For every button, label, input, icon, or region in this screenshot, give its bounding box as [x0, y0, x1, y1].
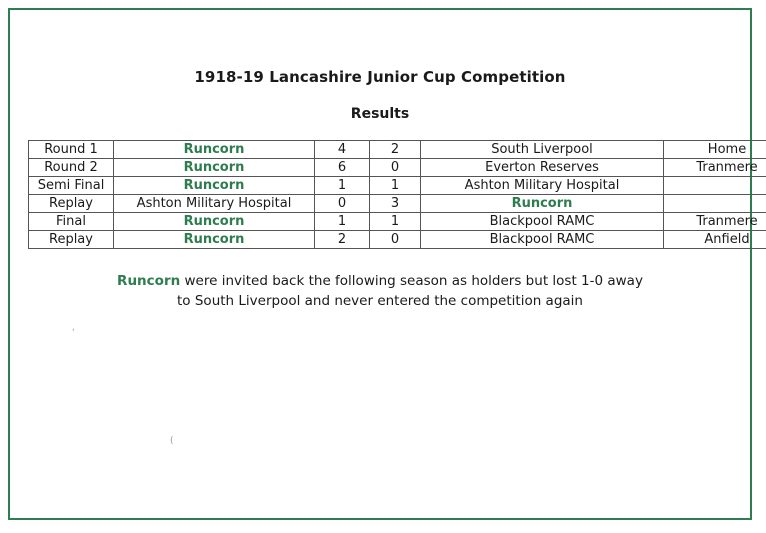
table-row — [29, 231, 766, 249]
home-team-label: Runcorn — [183, 142, 245, 157]
table-row — [29, 159, 766, 177]
document-body — [28, 28, 758, 500]
cell-score-away: 0 — [370, 159, 421, 177]
results-table — [28, 140, 766, 249]
away-team-label: Blackpool RAMC — [489, 232, 595, 247]
table-row — [29, 141, 766, 159]
cell-score-away: 2 — [370, 141, 421, 159]
away-team-label: Runcorn — [511, 196, 573, 211]
away-team-label: Everton Reserves — [485, 160, 599, 175]
cell-score-home: 1 — [315, 213, 370, 231]
cell-home-team — [114, 141, 315, 159]
cell-away-team — [421, 159, 664, 177]
results-heading: Results — [350, 106, 410, 122]
cell-score-home: 2 — [315, 231, 370, 249]
home-team-label: Runcorn — [183, 214, 245, 229]
table-row — [29, 177, 766, 195]
cell-away-team — [421, 195, 664, 213]
cell-round: Round 2 — [29, 159, 114, 177]
cell-score-away: 1 — [370, 177, 421, 195]
cell-score-away: 0 — [370, 231, 421, 249]
cell-away-team — [421, 141, 664, 159]
cell-home-team — [114, 231, 315, 249]
cell-score-away: 3 — [370, 195, 421, 213]
cell-score-away: 1 — [370, 213, 421, 231]
cell-home-team — [114, 177, 315, 195]
cell-round: Replay — [29, 231, 114, 249]
cell-round: Final — [29, 213, 114, 231]
cell-round: Semi Final — [29, 177, 114, 195]
table-row — [29, 213, 766, 231]
away-team-label: South Liverpool — [491, 142, 593, 157]
cell-home-team — [114, 213, 315, 231]
cell-away-team — [421, 213, 664, 231]
home-team-label: Runcorn — [183, 178, 245, 193]
cell-venue: Tranmere — [664, 159, 766, 177]
footnote-line-2: to South Liverpool and never entered the competition again — [177, 293, 583, 310]
scan-artifact-upper: ' — [72, 328, 75, 338]
cell-venue: Anfield — [664, 231, 766, 249]
cell-home-team — [114, 159, 315, 177]
cell-score-home: 6 — [315, 159, 370, 177]
cell-home-team — [114, 195, 315, 213]
cell-venue: Home — [664, 141, 766, 159]
cell-venue — [664, 177, 766, 195]
cell-score-home: 0 — [315, 195, 370, 213]
footnote-line-1: were invited back the following season as holders but lost 1-0 away — [184, 273, 643, 289]
cell-away-team — [421, 177, 664, 195]
home-team-label: Runcorn — [183, 232, 245, 247]
results-table-body — [29, 141, 766, 249]
cell-score-home: 1 — [315, 177, 370, 195]
away-team-label: Ashton Military Hospital — [464, 178, 620, 193]
footnote-team-label: Runcorn — [117, 273, 181, 289]
scan-artifact-lower: ( — [170, 436, 174, 446]
document-page — [8, 8, 758, 520]
table-row — [29, 195, 766, 213]
cell-score-home: 4 — [315, 141, 370, 159]
home-team-label: Runcorn — [183, 160, 245, 175]
away-team-label: Blackpool RAMC — [489, 214, 595, 229]
cell-venue — [664, 195, 766, 213]
cell-round: Replay — [29, 195, 114, 213]
page-title: 1918-19 Lancashire Junior Cup Competition — [194, 68, 566, 86]
footnote — [70, 271, 690, 312]
cell-venue: Tranmere — [664, 213, 766, 231]
cell-round: Round 1 — [29, 141, 114, 159]
cell-away-team — [421, 231, 664, 249]
home-team-label: Ashton Military Hospital — [136, 196, 292, 211]
